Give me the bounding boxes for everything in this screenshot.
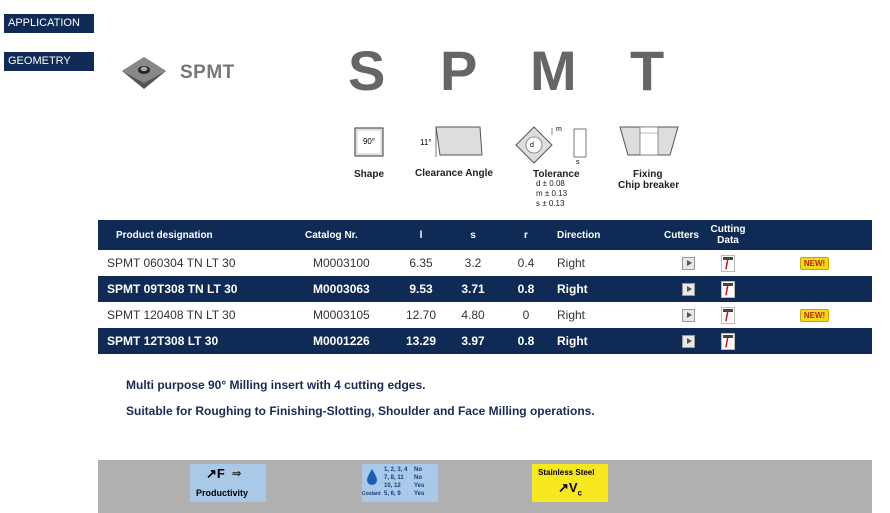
letter-s: S	[348, 39, 386, 102]
row-cutters-cell	[611, 276, 699, 302]
arrow-icon: ↗	[206, 466, 217, 481]
cutters-play-icon[interactable]	[682, 335, 695, 348]
geometry-button[interactable]: GEOMETRY	[4, 52, 94, 71]
tolerance-s: s ± 0.13	[536, 199, 565, 208]
row-catalog: M0003063	[305, 276, 391, 302]
row-new-cell	[757, 276, 872, 302]
application-button[interactable]: APPLICATION	[4, 14, 94, 33]
header-s: s	[451, 220, 495, 250]
row-cutters-cell	[611, 302, 699, 328]
coolant-ops-3: 10, 12	[384, 483, 401, 489]
table-row[interactable]	[98, 328, 872, 354]
cutters-play-icon[interactable]	[682, 309, 695, 322]
insert-name: SPMT	[180, 62, 235, 83]
insert-image	[120, 55, 168, 91]
cutters-play-icon[interactable]	[682, 257, 695, 270]
clearance-angle-label: Clearance Angle	[415, 168, 493, 179]
footer-bar	[98, 460, 872, 513]
productivity-badge	[190, 464, 266, 502]
fixing-diagram	[618, 125, 680, 159]
tolerance-m: m ± 0.13	[536, 189, 568, 198]
row-s: 4.80	[451, 302, 495, 328]
fixing-label: Fixing	[633, 169, 663, 180]
row-designation: SPMT 060304 TN LT 30	[98, 250, 305, 276]
row-designation: SPMT 09T308 TN LT 30	[98, 276, 305, 302]
shape-angle-label: 90°	[362, 137, 376, 146]
cutting-data-icon[interactable]	[721, 255, 735, 272]
row-cutters-cell	[611, 250, 699, 276]
row-l: 6.35	[391, 250, 451, 276]
header-cutting-data: Cutting Data	[699, 220, 757, 250]
row-catalog: M0003105	[305, 302, 391, 328]
tolerance-d-marker: d	[530, 142, 534, 149]
description-line-1: Multi purpose 90° Milling insert with 4 cutting edges.	[126, 378, 426, 392]
row-direction: Right	[557, 250, 611, 276]
row-l: 9.53	[391, 276, 451, 302]
table-row[interactable]	[98, 276, 872, 302]
table-row[interactable]	[98, 250, 872, 276]
row-r: 0.4	[495, 250, 557, 276]
letter-t: T	[630, 39, 665, 102]
letter-p: P	[440, 39, 478, 102]
coolant-val-3: Yes	[414, 483, 425, 489]
coolant-label: Coolant	[362, 491, 381, 497]
row-r: 0.8	[495, 276, 557, 302]
header-direction: Direction	[557, 220, 611, 250]
productivity-f-label: ↗F	[206, 466, 225, 481]
coolant-val-4: Yes	[414, 491, 425, 497]
row-cutting-data-cell	[699, 250, 757, 276]
row-cutters-cell	[611, 328, 699, 354]
header-catalog: Catalog Nr.	[305, 220, 391, 250]
double-arrow-icon: ⇒	[232, 468, 242, 480]
row-r: 0	[495, 302, 557, 328]
new-badge: NEW!	[800, 309, 829, 322]
table-row[interactable]	[98, 302, 872, 328]
row-s: 3.2	[451, 250, 495, 276]
row-designation: SPMT 12T308 LT 30	[98, 328, 305, 354]
description-line-2: Suitable for Roughing to Finishing-Slotting, Shoulder and Face Milling operations.	[126, 404, 595, 418]
coolant-val-2: No	[414, 475, 422, 481]
tolerance-d: d ± 0.08	[536, 179, 565, 188]
header-l: l	[391, 220, 451, 250]
coolant-ops-1: 1, 2, 3, 4	[384, 467, 408, 473]
row-cutting-data-cell	[699, 276, 757, 302]
tolerance-diagram	[508, 123, 592, 167]
table-header-row	[98, 220, 872, 250]
header-r: r	[495, 220, 557, 250]
row-designation: SPMT 120408 TN LT 30	[98, 302, 305, 328]
row-cutting-data-cell	[699, 328, 757, 354]
header-designation: Product designation	[98, 220, 305, 250]
row-direction: Right	[557, 328, 611, 354]
header-cutters: Cutters	[611, 220, 699, 250]
cutting-data-icon[interactable]	[721, 281, 735, 298]
chip-breaker-label: Chip breaker	[618, 180, 680, 191]
row-s: 3.97	[451, 328, 495, 354]
row-l: 12.70	[391, 302, 451, 328]
material-badge	[532, 464, 608, 502]
row-new-cell	[757, 328, 872, 354]
coolant-ops-4: 5, 6, 9	[384, 491, 401, 497]
coolant-ops-2: 7, 8, 11	[384, 475, 404, 481]
row-l: 13.29	[391, 328, 451, 354]
product-table	[98, 220, 872, 354]
vc-arrow-icon: ↗	[558, 480, 569, 495]
row-new-cell	[757, 302, 872, 328]
new-badge: NEW!	[800, 257, 829, 270]
row-cutting-data-cell	[699, 302, 757, 328]
coolant-val-1: No	[414, 467, 422, 473]
tolerance-m-marker: m	[556, 126, 562, 133]
letter-m: M	[530, 39, 577, 102]
row-direction: Right	[557, 302, 611, 328]
row-catalog: M0003100	[305, 250, 391, 276]
vc-label: $↗V_c$	[558, 480, 583, 498]
cutting-data-icon[interactable]	[721, 307, 735, 324]
row-s: 3.71	[451, 276, 495, 302]
clearance-angle-diagram	[418, 125, 484, 159]
shape-diagram	[354, 127, 384, 157]
cutting-data-icon[interactable]	[721, 333, 735, 350]
tolerance-label: Tolerance	[533, 169, 580, 180]
clearance-angle-value: 11°	[420, 138, 432, 147]
cutters-play-icon[interactable]	[682, 283, 695, 296]
material-label: Stainless Steel	[538, 468, 595, 477]
shape-label: Shape	[354, 169, 385, 180]
coolant-drop-icon	[366, 468, 378, 486]
productivity-label: Productivity	[196, 488, 249, 498]
row-direction: Right	[557, 276, 611, 302]
tolerance-s-marker: s	[576, 159, 580, 166]
coolant-badge	[362, 464, 438, 502]
row-new-cell	[757, 250, 872, 276]
header-new	[757, 220, 872, 250]
row-r: 0.8	[495, 328, 557, 354]
row-catalog: M0001226	[305, 328, 391, 354]
